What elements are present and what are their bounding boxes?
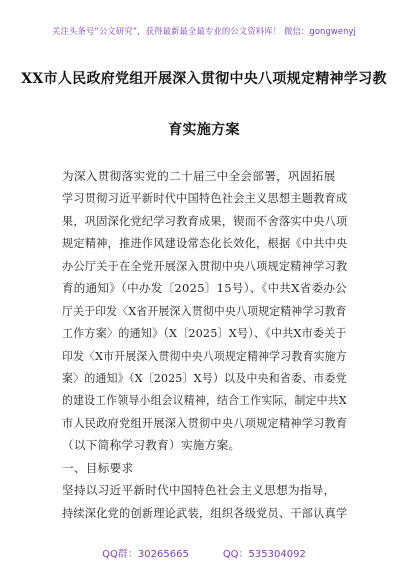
header-banner: 关注头条号“公文研究”，获得最新最全最专业的公文资料库！ 微信：gongwenyj bbox=[52, 26, 356, 36]
body-line: 学习贯彻习近平新时代中国特色社会主义思想主题教育成 bbox=[62, 191, 348, 206]
footer-qq-group: QQ群：30265665 bbox=[102, 549, 189, 560]
section-heading: 一、目标要求 bbox=[62, 460, 134, 475]
body-line: 为深入贯彻落实党的二十届三中全会部署，巩固拓展 bbox=[62, 169, 336, 183]
body-line: 厅关于印发〈X省开展深入贯彻中央八项规定精神学习教育 bbox=[62, 303, 347, 318]
body-line: 办公厅关于在全党开展深入贯彻中央八项规定精神学习教 bbox=[62, 258, 348, 273]
footer-qq: QQ：535304092 bbox=[222, 549, 306, 560]
body-line: 工作方案〉的通知》（X〔2025〕X号）、《中共X市委关于 bbox=[62, 326, 347, 341]
body-line: 果，巩固深化党纪学习教育成果，锲而不舍落实中央八项 bbox=[62, 213, 348, 228]
body-line: 市人民政府党组开展深入贯彻中央八项规定精神学习教育 bbox=[62, 415, 348, 430]
body-line: 坚持以习近平新时代中国特色社会主义思想为指导， bbox=[62, 483, 336, 498]
body-line: 规定精神，推进作风建设常态化长效化，根据《中共中央 bbox=[62, 236, 348, 251]
body-line: （以下简称学习教育）实施方案。 bbox=[62, 438, 241, 453]
body-line: 育的通知》（中办发〔2025〕15号）、《中共X省委办公 bbox=[62, 281, 347, 296]
body-line: 持续深化党的创新理论武装，组织各级党员、干部认真学 bbox=[62, 505, 348, 520]
document-body bbox=[62, 165, 347, 524]
document-title-line-2: 育实施方案 bbox=[168, 122, 240, 138]
footer-contact bbox=[0, 545, 408, 560]
body-line: 案〉的通知》（X〔2025〕X号）以及中央和省委、市委党 bbox=[62, 370, 347, 385]
body-line: 的建设工作领导小组会议精神，结合工作实际，制定中共X bbox=[62, 393, 347, 408]
document-title-line-1: XX市人民政府党组开展深入贯彻中央八项规定精神学习教 bbox=[21, 71, 387, 87]
body-line: 印发〈X市开展深入贯彻中央八项规定精神学习教育实施方 bbox=[62, 348, 347, 363]
